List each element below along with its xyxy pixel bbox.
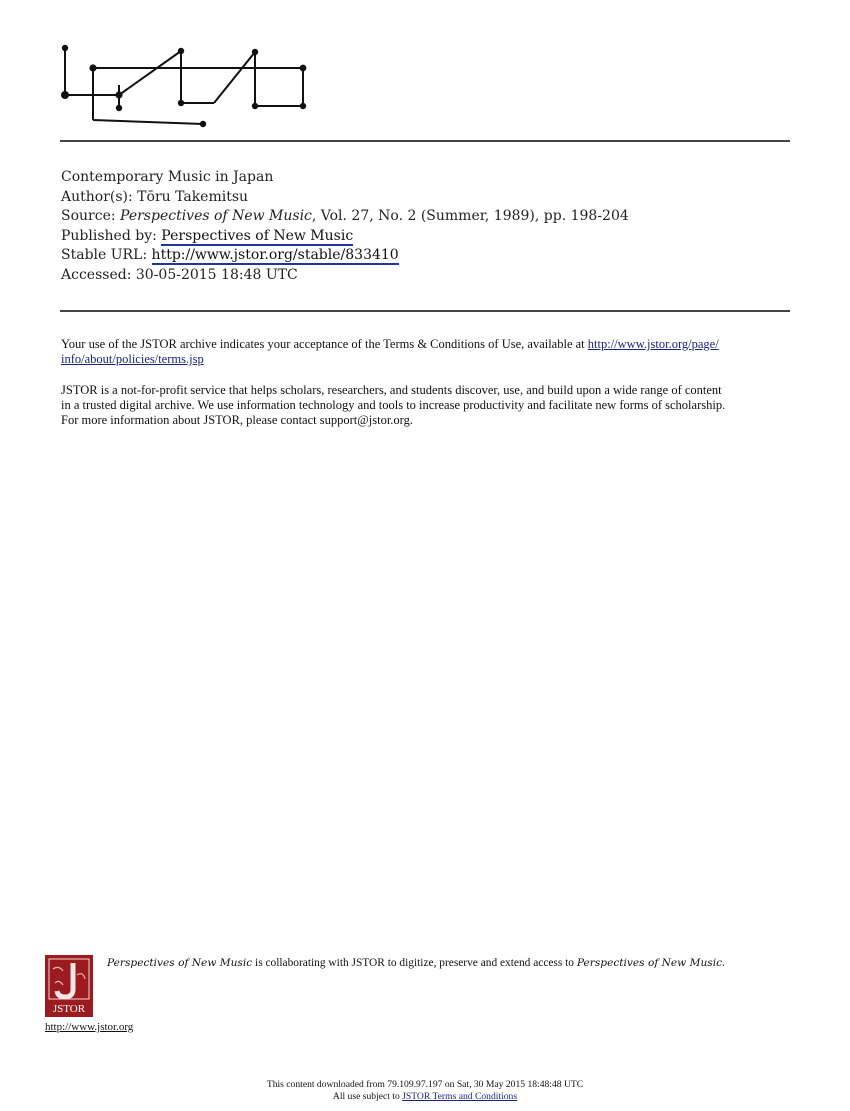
jstor-logo-text: JSTOR bbox=[52, 1003, 86, 1015]
terms-link-continued[interactable]: info/about/policies/terms.jsp bbox=[61, 352, 204, 367]
stable-url-link[interactable]: http://www.jstor.org/stable/833410 bbox=[151, 247, 399, 264]
publisher-line bbox=[61, 227, 629, 247]
publisher-label: Published by: bbox=[61, 227, 157, 244]
terms-notice-prefix: All use subject to bbox=[332, 1091, 403, 1102]
collaboration-statement bbox=[107, 957, 725, 969]
collab-text: is collaborating with JSTOR to digitize, preserve and extend access to bbox=[252, 957, 577, 969]
source-journal: Perspectives of New Music bbox=[120, 208, 312, 225]
collab-journal-2: Perspectives of New Music bbox=[576, 957, 723, 969]
article-title: Contemporary Music in Japan bbox=[61, 169, 274, 185]
accessed-date: 30-05-2015 18:48 UTC bbox=[135, 266, 298, 283]
about-line-1: JSTOR is a not-for-profit service that helps scholars, researchers, and students discover, use, and build upon a wide range of content bbox=[61, 383, 722, 397]
source-details: , Vol. 27, No. 2 (Summer, 1989), pp. 198-204 bbox=[311, 208, 629, 225]
accessed-label: Accessed: bbox=[61, 266, 132, 283]
terms-link[interactable]: http://www.jstor.org/page/ bbox=[587, 337, 719, 351]
download-notice: This content downloaded from 79.109.97.197 on Sat, 30 May 2015 18:48:48 UTC bbox=[266, 1079, 584, 1090]
collab-journal: Perspectives of New Music bbox=[107, 957, 253, 969]
journal-logo bbox=[56, 40, 316, 135]
stable-url-line bbox=[61, 246, 629, 266]
jstor-homepage-link[interactable]: http://www.jstor.org bbox=[45, 1021, 134, 1033]
jstor-terms-link[interactable]: JSTOR Terms and Conditions bbox=[402, 1091, 518, 1102]
article-metadata bbox=[61, 168, 629, 286]
author-label: Author(s): bbox=[61, 188, 133, 205]
terms-text: Your use of the JSTOR archive indicates your acceptance of the Terms & Conditions of Use, available at bbox=[61, 337, 585, 351]
source-line bbox=[61, 207, 629, 227]
accessed-line bbox=[61, 266, 629, 286]
about-paragraph bbox=[61, 383, 791, 429]
source-label: Source: bbox=[61, 208, 116, 225]
about-line-2: in a trusted digital archive. We use information technology and tools to increase productivity and facilitate new forms of scholarship. bbox=[61, 398, 726, 413]
author-name: Tōru Takemitsu bbox=[137, 188, 249, 205]
collab-end: . bbox=[722, 957, 725, 969]
stable-url-label: Stable URL: bbox=[61, 247, 148, 264]
author-line bbox=[61, 188, 629, 208]
publisher-link[interactable]: Perspectives of New Music bbox=[161, 227, 354, 244]
terms-paragraph bbox=[61, 337, 791, 367]
terms-notice bbox=[0, 1091, 850, 1102]
jstor-logo[interactable] bbox=[45, 955, 93, 1017]
top-divider bbox=[60, 140, 790, 142]
about-line-3: For more information about JSTOR, please contact support@jstor.org. bbox=[61, 413, 413, 428]
middle-divider bbox=[60, 310, 790, 312]
